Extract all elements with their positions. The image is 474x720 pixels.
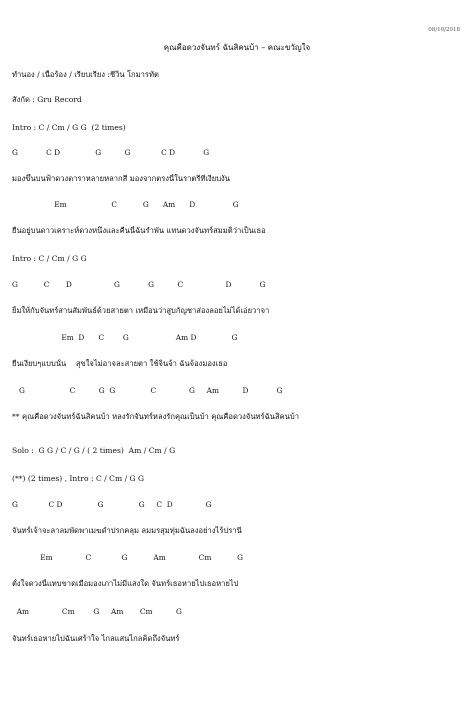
intro-line: Intro : C / Cm / G G (2 times) — [12, 123, 126, 132]
chord-line: Am Cm G Am Cm G — [12, 607, 182, 616]
solo-line: Solo : G G / C / G / ( 2 times) Am / Cm / G — [12, 446, 176, 455]
chord-line: G C D G G C D G — [12, 280, 266, 289]
chord-line: G C G G C G Am D G — [12, 386, 283, 395]
chord-line: Em D C G Am D G — [12, 333, 238, 342]
lyric-line: ยืนอยู่บนดาวเคราะห์ดวงหนึ่งและคืนนี้ฉันรำพัน แทนดวงจันทร์สมมติว่าเป็นเธอ — [12, 226, 266, 235]
chorus-lyric-line: ** คุณคือดวงจันทร์ฉันสิคนบ้า หลงรักจันทร์หลงรักคุณเป็นบ้า คุณคือดวงจันทร์ฉันสิคนบ้า — [12, 412, 299, 421]
lyric-line: มองขึ้นบนฟ้าดวงดาราหลายหลากสี มองจากตรงนี้ในราตรีที่เงียบงัน — [12, 174, 230, 183]
lyric-line: ยิ้มให้กับจันทร์สานสัมพันธ์ด้วยสายตา เหมือนว่าสูบกัญชาส่องลอยไม่ได้เอ่ยวาจา — [12, 306, 270, 315]
lyric-line: จันทร์เจ้าจะลาลมพัดพาเมฆดำปรกคลุม ลมมรสุมทุ่มฉันลงอย่างไร้ปรานี — [12, 526, 242, 535]
song-credits: ทำนอง / เนื้อร้อง / เรียบเรียง :ชีวิน โกมารทัต — [12, 70, 159, 79]
record-label: สังกัด : Gru Record — [12, 95, 82, 104]
document-date: 08/10/2018 — [428, 27, 460, 33]
chord-line: G C D G G C D G — [12, 148, 210, 157]
lyric-line: ยืนเงียบๆแบบนั้น สุขใจไม่อาจละสายตา ใช้จินจ้า ฉันจ้องมองเธอ — [12, 359, 228, 368]
chord-line: G C D G G C D G — [12, 500, 212, 509]
chord-line: Em C G Am D G — [12, 200, 239, 209]
lyric-line: จันทร์เธอหายไปฉันเศร้าใจ ไกลแสนไกลคิดถึงจันทร์ — [12, 634, 180, 643]
repeat-line: (**) (2 times) , Intro : C / Cm / G G — [12, 474, 145, 483]
song-title: คุณคือดวงจันทร์ ฉันสิคนบ้า – คณะขวัญใจ — [163, 43, 311, 52]
lyric-line: ตั้งใจดวงนี้แทบขาดเมื่อมองเภาไม่มีแสงใด จันทร์เธอหายไปเธอหายไป — [12, 579, 239, 588]
intro-line: Intro : C / Cm / G G — [12, 254, 87, 263]
chord-line: Em C G Am Cm G — [12, 553, 244, 562]
